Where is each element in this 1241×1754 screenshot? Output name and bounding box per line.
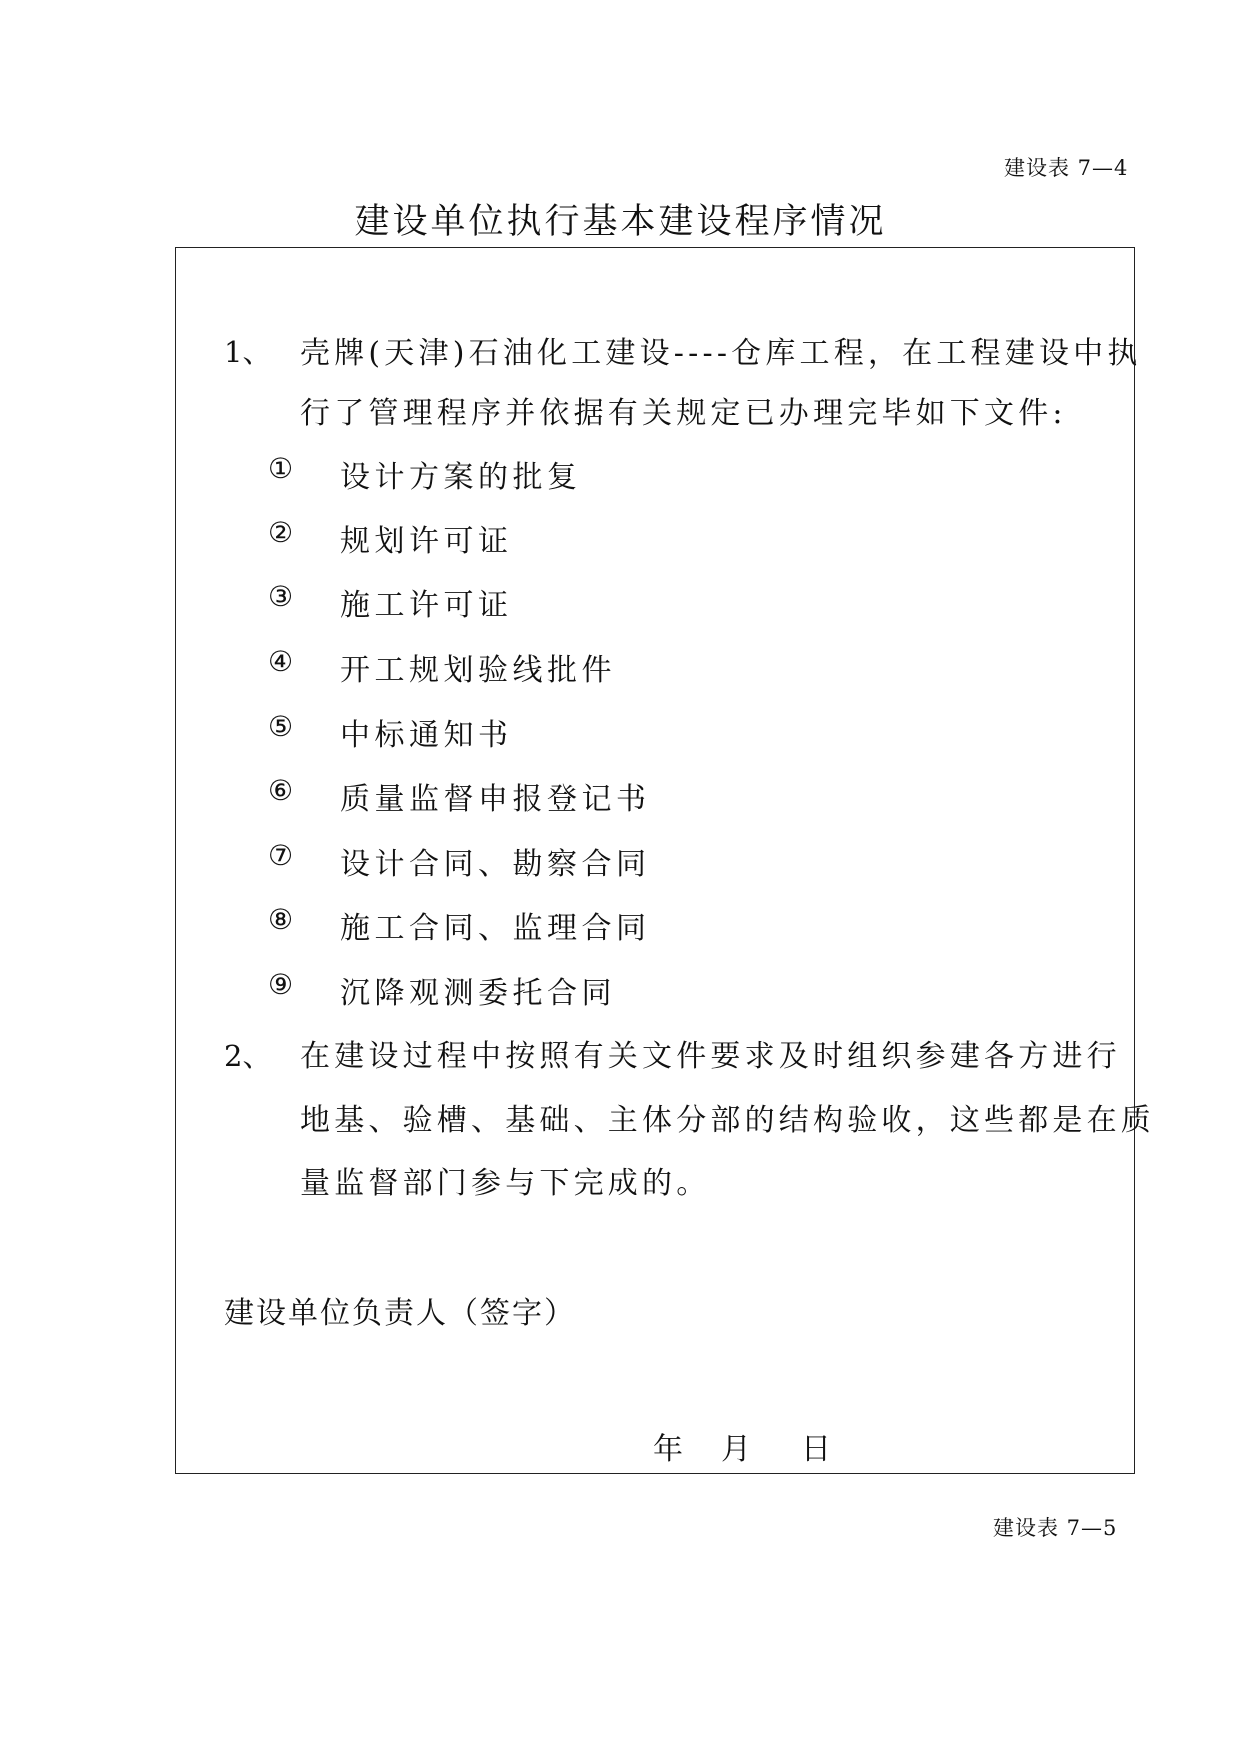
list-item-text: 质量监督申报登记书 — [340, 782, 651, 817]
list-marker: ⑤ — [268, 710, 294, 743]
list-item-text: 开工规划验线批件 — [340, 653, 616, 688]
list-marker: ② — [268, 516, 294, 549]
list-item-text: 设计方案的批复 — [340, 460, 582, 495]
list-marker: ④ — [268, 645, 294, 678]
list-item-text: 中标通知书 — [340, 718, 513, 753]
section-2-number: 2、 — [224, 1039, 272, 1073]
date-day-label: 日 — [801, 1432, 831, 1467]
list-item-text: 规划许可证 — [340, 524, 513, 559]
document-title: 建设单位执行基本建设程序情况 — [354, 202, 887, 242]
list-item-text: 施工许可证 — [340, 588, 513, 623]
list-marker: ① — [268, 452, 294, 485]
section-1-number: 1、 — [224, 335, 272, 369]
section-1-line-2: 行了管理程序并依据有关规定已办理完毕如下文件: — [300, 396, 1067, 431]
date-month-label: 月 — [721, 1432, 751, 1467]
date-year-label: 年 — [653, 1432, 683, 1467]
section-1-line-1: 壳牌(天津)石油化工建设----仓库工程，在工程建设中执 — [300, 336, 1142, 371]
list-marker: ③ — [268, 580, 294, 613]
list-item-text: 设计合同、勘察合同 — [340, 847, 651, 882]
section-2-line-1: 在建设过程中按照有关文件要求及时组织参建各方进行 — [300, 1039, 1121, 1074]
list-marker: ⑥ — [268, 774, 294, 807]
section-2-line-3: 量监督部门参与下完成的。 — [300, 1166, 711, 1201]
section-2-line-2: 地基、验槽、基础、主体分部的结构验收，这些都是在质 — [300, 1103, 1155, 1138]
list-marker: ⑨ — [268, 968, 294, 1001]
form-code-bottom: 建设表 7—5 — [993, 1516, 1118, 1540]
list-marker: ⑦ — [268, 839, 294, 872]
list-item-text: 施工合同、监理合同 — [340, 911, 651, 946]
signature-label: 建设单位负责人（签字） — [224, 1296, 576, 1331]
list-item-text: 沉降观测委托合同 — [340, 976, 616, 1011]
content-frame — [175, 247, 1155, 1474]
list-marker: ⑧ — [268, 903, 294, 936]
form-code-top: 建设表 7—4 — [1004, 156, 1129, 180]
